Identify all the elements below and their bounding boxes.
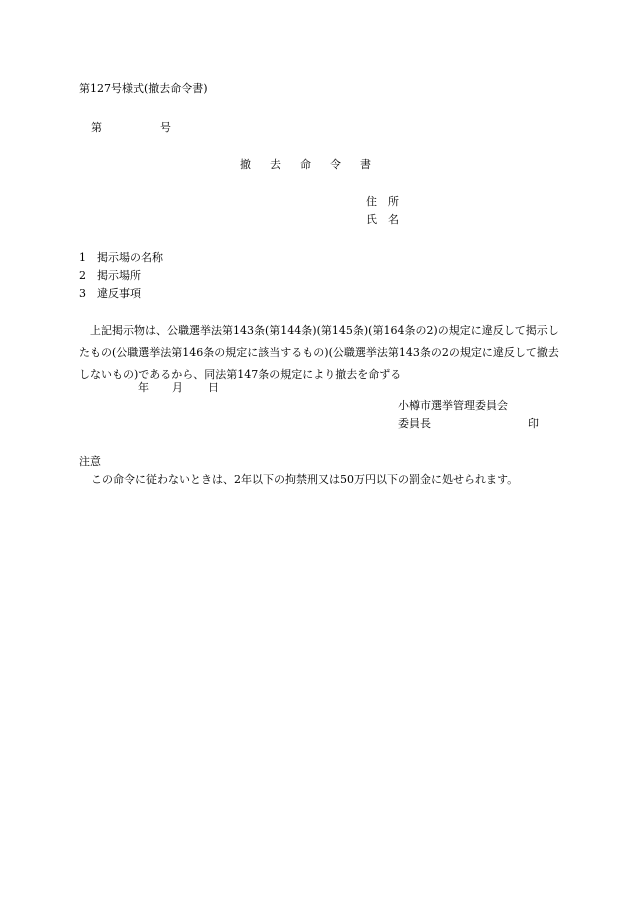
note-heading: 注意 — [79, 455, 101, 468]
address-label: 住 所 — [366, 195, 399, 208]
number-suffix: 号 — [160, 121, 171, 134]
document-title: 撤去命令書 — [240, 158, 390, 171]
chair-label: 委員長 — [398, 417, 431, 430]
item-2: 2 掲示場所 — [79, 269, 141, 282]
order-body-text: 上記掲示物は、公職選挙法第143条(第144条)(第145条)(第164条の2)の規定に違反して掲示したもの(公職選挙法第146条の規定に該当するもの)(公職選挙法第143条の2の規定に違反して撤去しないもの)であるから、同法第147条の規定により撤去を命ずる — [79, 324, 559, 381]
date-day: 日 — [208, 381, 219, 394]
form-number: 第127号様式(撤去命令書) — [79, 82, 208, 95]
item-1: 1 掲示場の名称 — [79, 251, 163, 264]
note-text: この命令に従わないときは、2年以下の拘禁刑又は50万円以下の罰金に処せられます。 — [91, 473, 519, 486]
issuer-name: 小樽市選挙管理委員会 — [398, 399, 508, 412]
seal-mark: 印 — [528, 417, 539, 430]
date-year: 年 — [138, 381, 149, 394]
number-prefix: 第 — [91, 121, 102, 134]
item-3: 3 違反事項 — [79, 287, 141, 300]
date-month: 月 — [172, 381, 183, 394]
name-label: 氏 名 — [366, 213, 399, 226]
